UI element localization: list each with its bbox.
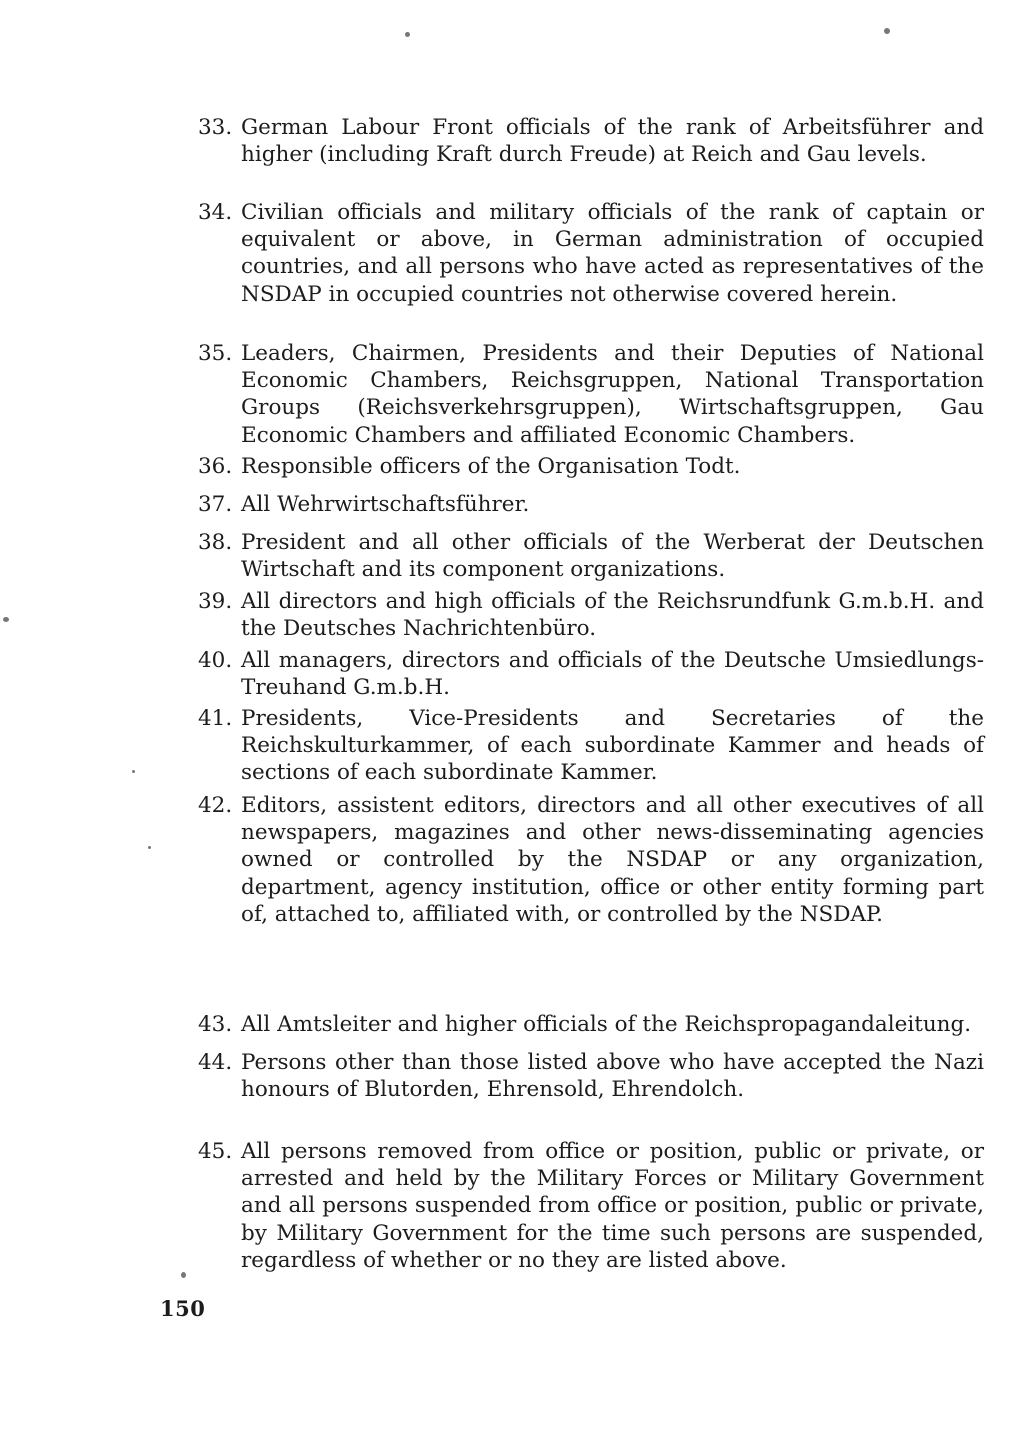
item-number: 37. — [198, 492, 233, 517]
item-text: Civilian officials and military officials of the rank of captain or equivalent or above, in German administration of occupied countries, and all persons who have acted as representatives of the NSDAP in occupied countries not otherwise covered herein. — [241, 200, 984, 307]
list-item — [198, 529, 984, 583]
list-item — [198, 647, 984, 701]
scan-speck — [132, 770, 135, 773]
list-item — [198, 453, 984, 480]
list-item — [198, 340, 984, 449]
item-text: Persons other than those listed above who have accepted the Nazi honours of Blutorden, Ehrensold, Ehrendolch. — [241, 1050, 984, 1103]
scan-speck — [3, 617, 9, 622]
item-number: 40. — [198, 648, 233, 673]
item-number: 42. — [198, 793, 233, 818]
item-number: 44. — [198, 1050, 233, 1075]
scan-speck — [148, 846, 151, 849]
scan-speck — [884, 28, 890, 34]
item-number: 43. — [198, 1012, 233, 1037]
item-number: 45. — [198, 1139, 233, 1164]
item-number: 33. — [198, 115, 233, 140]
item-number: 36. — [198, 454, 233, 479]
item-text: German Labour Front officials of the rank of Arbeitsführer and higher (including Kraft durch Freude) at Reich and Gau levels. — [241, 115, 984, 168]
list-item — [198, 199, 984, 308]
item-number: 39. — [198, 589, 233, 614]
list-item — [198, 792, 984, 928]
item-text: President and all other officials of the Werberat der Deutschen Wirtschaft and its component organizations. — [241, 530, 984, 583]
item-text: Editors, assistent editors, directors and all other executives of all newspapers, magazines and other news-disseminating agencies owned or controlled by the NSDAP or any organization, department, agency institution, office or other entity forming part of, attached to, affiliated with, or controlled by the NSDAP. — [241, 793, 984, 927]
list-item — [198, 705, 984, 787]
item-text: Responsible officers of the Organisation Todt. — [241, 454, 741, 479]
item-text: All persons removed from office or position, public or private, or arrested and held by the Military Forces or Military Government and all persons suspended from office or position, public or private, by Military Government for the time such persons are suspended, regardless of whether or no they are listed above. — [241, 1139, 984, 1273]
list-item — [198, 1011, 984, 1038]
page-number: 150 — [160, 1296, 206, 1321]
list-item — [198, 1138, 984, 1274]
list-item — [198, 491, 984, 518]
item-number: 34. — [198, 200, 233, 225]
item-text: All Amtsleiter and higher officials of the Reichspropagandaleitung. — [241, 1012, 972, 1037]
list-item — [198, 1049, 984, 1103]
list-item — [198, 114, 984, 168]
item-number: 35. — [198, 341, 233, 366]
scan-speck — [181, 1272, 186, 1278]
item-text: All directors and high officials of the Reichsrundfunk G.m.b.H. and the Deutsches Nachrichtenbüro. — [241, 589, 984, 642]
item-text: Leaders, Chairmen, Presidents and their Deputies of National Economic Chambers, Reichsgruppen, National Transportation Groups (Reichsverkehrsgruppen), Wirtschaftsgruppen, Gau Economic Chambers and affiliated Economic Chambers. — [241, 341, 984, 448]
item-text: All Wehrwirtschaftsführer. — [241, 492, 530, 517]
item-number: 38. — [198, 530, 233, 555]
scan-speck — [405, 32, 410, 37]
item-number: 41. — [198, 706, 233, 731]
item-text: Presidents, Vice-Presidents and Secretaries of the Reichskulturkammer, of each subordinate Kammer and heads of sections of each subordinate Kammer. — [241, 706, 984, 786]
item-text: All managers, directors and officials of the Deutsche Umsiedlungs-Treuhand G.m.b.H. — [241, 648, 984, 701]
list-item — [198, 588, 984, 642]
